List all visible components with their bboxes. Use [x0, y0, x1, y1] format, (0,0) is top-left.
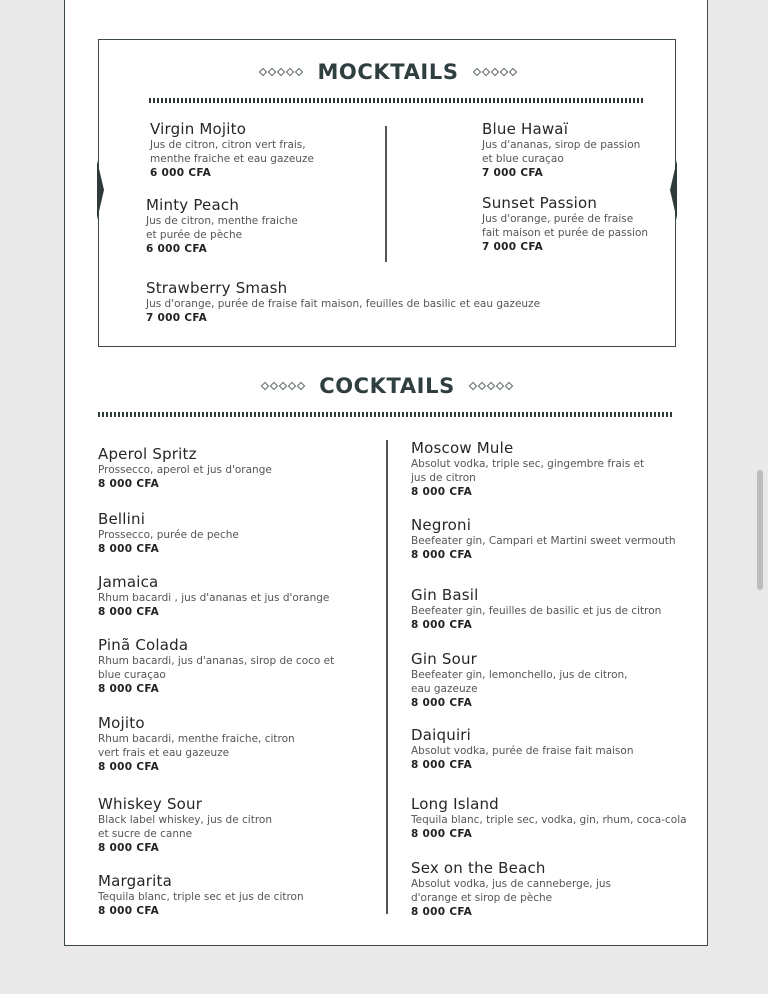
item-description: Jus d'ananas, sirop de passion: [482, 139, 641, 151]
item-price: 8 000 CFA: [98, 606, 160, 618]
left-notch-ornament: [97, 160, 104, 220]
menu-item: [98, 445, 272, 491]
item-price: 8 000 CFA: [411, 486, 473, 498]
menu-item: [411, 859, 611, 919]
item-price: 8 000 CFA: [411, 828, 473, 840]
item-description: Beefeater gin, feuilles de basilic et jus de citron: [411, 605, 662, 617]
item-price: 7 000 CFA: [482, 167, 544, 179]
item-name: Whiskey Sour: [98, 795, 203, 813]
item-description: Jus de citron, menthe fraiche: [146, 215, 298, 227]
item-price: 7 000 CFA: [482, 241, 544, 253]
item-price: 8 000 CFA: [411, 549, 473, 561]
item-description: d'orange et sirop de pèche: [411, 892, 553, 904]
item-name: Minty Peach: [146, 196, 240, 214]
menu-item: [150, 120, 314, 180]
diamond-ornament-icon: [261, 383, 305, 389]
diamond-ornament-icon: [473, 69, 517, 75]
item-price: 8 000 CFA: [411, 619, 473, 631]
item-description: et blue curaçao: [482, 153, 564, 165]
menu-item: [98, 872, 304, 918]
item-description: menthe fraiche et eau gazeuze: [150, 153, 315, 165]
item-description: Absolut vodka, purée de fraise fait maison: [411, 745, 634, 757]
item-price: 8 000 CFA: [98, 478, 160, 490]
item-name: Blue Hawaï: [482, 120, 569, 138]
item-description: jus de citron: [411, 472, 476, 484]
menu-item: [98, 510, 239, 556]
item-price: 8 000 CFA: [98, 842, 160, 854]
item-name: Margarita: [98, 872, 172, 890]
item-description: blue curaçao: [98, 669, 166, 681]
scrollbar-thumb[interactable]: [757, 470, 763, 590]
mocktails-box: [98, 39, 676, 347]
mocktails-title: MOCKTAILS: [317, 60, 459, 84]
menu-page: [64, 0, 708, 946]
item-price: 8 000 CFA: [98, 683, 160, 695]
item-price: 8 000 CFA: [98, 905, 160, 917]
item-description: Tequila blanc, triple sec et jus de citron: [98, 891, 304, 903]
item-name: Sunset Passion: [482, 194, 598, 212]
menu-item: [411, 650, 628, 710]
item-name: Aperol Spritz: [98, 445, 197, 463]
item-name: Virgin Mojito: [150, 120, 247, 138]
item-description: Prossecco, aperol et jus d'orange: [98, 464, 272, 476]
menu-item: [482, 194, 648, 254]
cocktails-title-row: [65, 374, 709, 398]
item-description: et sucre de canne: [98, 828, 193, 840]
item-description: Jus d'orange, purée de fraise: [482, 213, 634, 225]
item-description: Jus d'orange, purée de fraise fait maison, feuilles de basilic et eau gazeuze: [146, 298, 541, 310]
menu-item: [411, 586, 661, 632]
menu-item: [411, 726, 633, 772]
item-description: Absolut vodka, triple sec, gingembre frais et: [411, 458, 645, 470]
menu-item: [411, 439, 644, 499]
item-price: 6 000 CFA: [150, 167, 212, 179]
item-description: Rhum bacardi, jus d'ananas, sirop de coco et: [98, 655, 335, 667]
dotted-rule: [98, 412, 672, 417]
item-description: eau gazeuze: [411, 683, 478, 695]
cocktails-title: COCKTAILS: [319, 374, 455, 398]
item-price: 8 000 CFA: [98, 761, 160, 773]
column-divider: [385, 126, 387, 262]
menu-item: [482, 120, 640, 180]
item-name: Sex on the Beach: [411, 859, 546, 877]
item-price: 8 000 CFA: [98, 543, 160, 555]
item-name: Moscow Mule: [411, 439, 514, 457]
item-price: 8 000 CFA: [411, 906, 473, 918]
diamond-ornament-icon: [259, 69, 303, 75]
menu-item: [146, 279, 540, 325]
menu-item: [98, 573, 329, 619]
menu-item: [146, 196, 298, 256]
item-description: et purée de pèche: [146, 229, 243, 241]
item-description: Absolut vodka, jus de canneberge, jus: [411, 878, 611, 890]
item-name: Bellini: [98, 510, 146, 528]
item-description: Jus de citron, citron vert frais,: [150, 139, 306, 151]
item-name: Pinã Colada: [98, 636, 189, 654]
item-name: Negroni: [411, 516, 472, 534]
item-description: Beefeater gin, lemonchello, jus de citron,: [411, 669, 628, 681]
column-divider: [386, 440, 388, 914]
item-description: Rhum bacardi, menthe fraiche, citron: [98, 733, 295, 745]
menu-item: [98, 795, 272, 855]
item-name: Jamaica: [98, 573, 159, 591]
item-name: Long Island: [411, 795, 499, 813]
diamond-ornament-icon: [469, 383, 513, 389]
dotted-rule: [149, 98, 643, 103]
item-name: Daiquiri: [411, 726, 472, 744]
item-name: Mojito: [98, 714, 145, 732]
item-price: 7 000 CFA: [146, 312, 208, 324]
item-description: Tequila blanc, triple sec, vodka, gin, rhum, coca-cola: [411, 814, 687, 826]
item-description: fait maison et purée de passion: [482, 227, 649, 239]
menu-item: [98, 714, 295, 774]
item-name: Gin Basil: [411, 586, 479, 604]
item-description: Rhum bacardi , jus d'ananas et jus d'orange: [98, 592, 330, 604]
item-description: Beefeater gin, Campari et Martini sweet vermouth: [411, 535, 676, 547]
right-notch-ornament: [670, 160, 677, 220]
menu-item: [98, 636, 334, 696]
item-name: Gin Sour: [411, 650, 478, 668]
item-price: 6 000 CFA: [146, 243, 208, 255]
mocktails-title-row: [99, 60, 677, 84]
item-description: Black label whiskey, jus de citron: [98, 814, 272, 826]
item-name: Strawberry Smash: [146, 279, 288, 297]
item-price: 8 000 CFA: [411, 759, 473, 771]
item-price: 8 000 CFA: [411, 697, 473, 709]
menu-item: [411, 795, 687, 841]
item-description: Prossecco, purée de peche: [98, 529, 239, 541]
menu-item: [411, 516, 676, 562]
item-description: vert frais et eau gazeuze: [98, 747, 230, 759]
